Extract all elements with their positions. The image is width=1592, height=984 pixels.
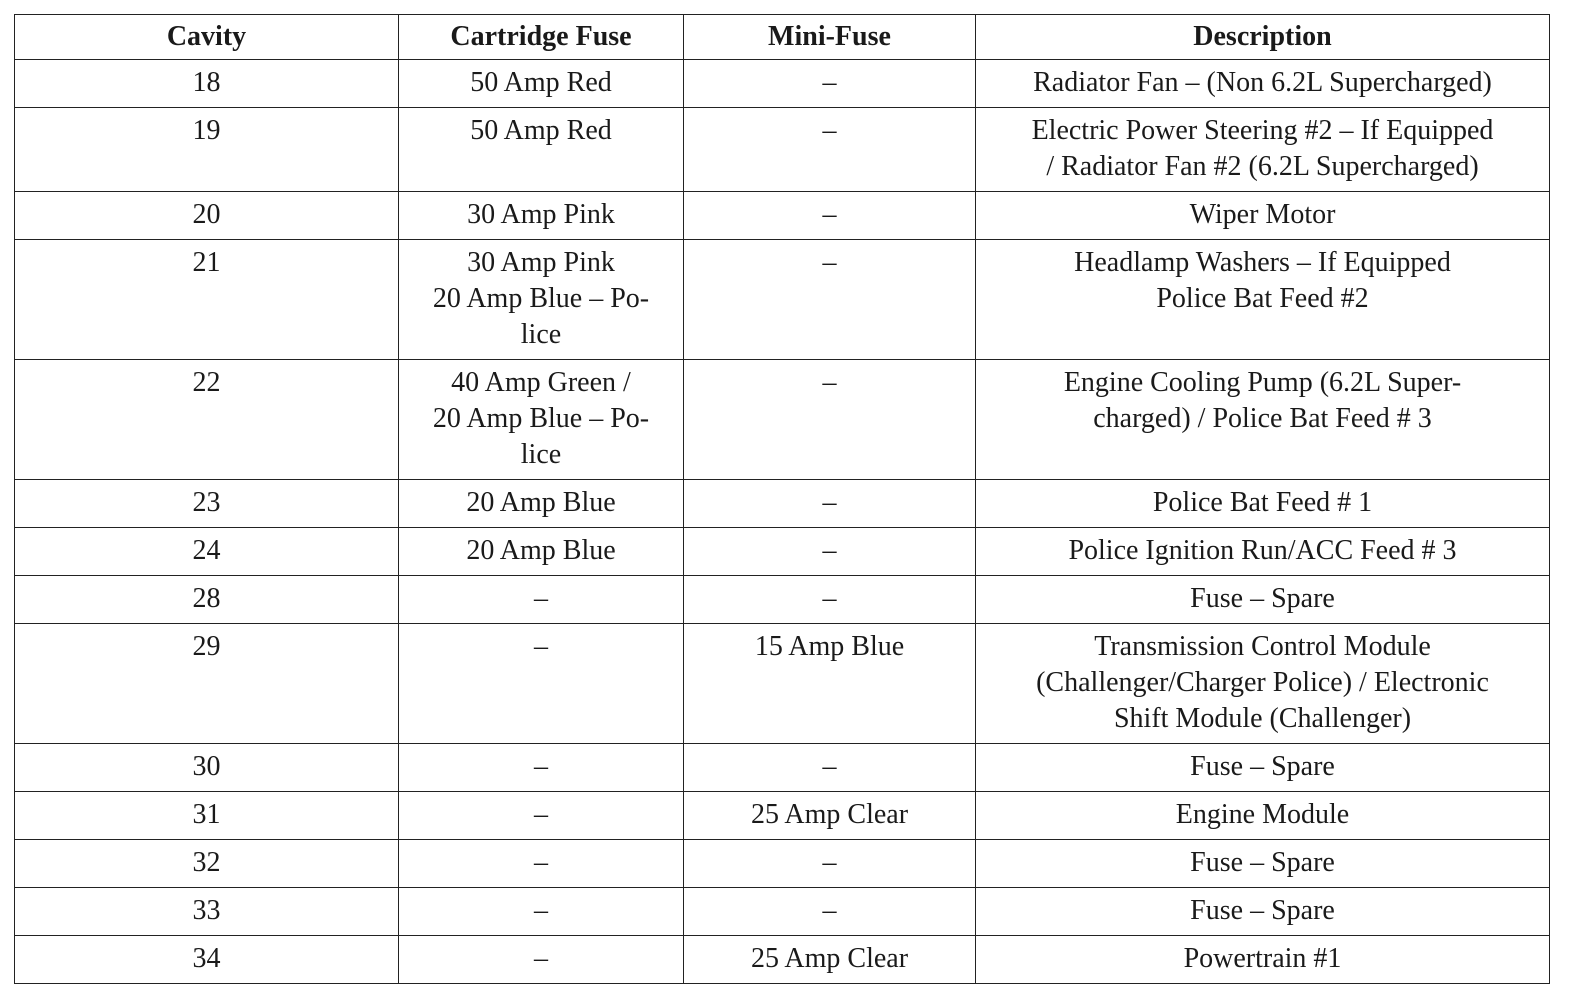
description-line: (Challenger/Charger Police) / Electronic bbox=[1036, 667, 1489, 698]
cartridge-fuse-cell bbox=[399, 240, 684, 360]
mini-fuse-cell: – bbox=[684, 576, 976, 624]
description-cell bbox=[976, 240, 1550, 360]
description-line: Engine Cooling Pump (6.2L Super- bbox=[1063, 367, 1462, 398]
description-cell bbox=[976, 480, 1550, 528]
cavity-cell: 23 bbox=[15, 480, 399, 528]
cavity-cell: 34 bbox=[15, 936, 399, 984]
table-row bbox=[15, 936, 1550, 984]
cartridge-fuse-line: 30 Amp Pink bbox=[467, 199, 615, 230]
mini-fuse-cell: – bbox=[684, 192, 976, 240]
cartridge-fuse-cell bbox=[399, 624, 684, 744]
table-row bbox=[15, 624, 1550, 744]
table-row bbox=[15, 480, 1550, 528]
description-line: Powertrain #1 bbox=[1183, 943, 1342, 974]
description-line: Police Bat Feed # 1 bbox=[1152, 487, 1373, 518]
table-row bbox=[15, 528, 1550, 576]
description-cell bbox=[976, 192, 1550, 240]
fuse-table bbox=[14, 14, 1550, 984]
cavity-cell: 24 bbox=[15, 528, 399, 576]
description-line: Transmission Control Module bbox=[1094, 631, 1431, 662]
header-description: Description bbox=[976, 15, 1550, 60]
cartridge-fuse-line: 40 Amp Green / bbox=[451, 367, 631, 398]
table-row bbox=[15, 192, 1550, 240]
cartridge-fuse-cell bbox=[399, 744, 684, 792]
cartridge-fuse-cell bbox=[399, 192, 684, 240]
table-row bbox=[15, 840, 1550, 888]
cavity-cell: 19 bbox=[15, 108, 399, 192]
cartridge-fuse-cell bbox=[399, 60, 684, 108]
cavity-cell: 18 bbox=[15, 60, 399, 108]
description-line: Radiator Fan – (Non 6.2L Supercharged) bbox=[1033, 67, 1492, 98]
cartridge-fuse-cell bbox=[399, 108, 684, 192]
mini-fuse-cell: 25 Amp Clear bbox=[684, 936, 976, 984]
table-row bbox=[15, 60, 1550, 108]
description-cell bbox=[976, 576, 1550, 624]
mini-fuse-cell: 15 Amp Blue bbox=[684, 624, 976, 744]
cartridge-fuse-line: 30 Amp Pink bbox=[467, 247, 615, 278]
cavity-cell: 28 bbox=[15, 576, 399, 624]
cavity-cell: 22 bbox=[15, 360, 399, 480]
cartridge-fuse-line: lice bbox=[520, 319, 562, 350]
cavity-cell: 32 bbox=[15, 840, 399, 888]
description-line: Shift Module (Challenger) bbox=[1113, 703, 1412, 734]
cartridge-fuse-line: – bbox=[534, 631, 548, 662]
cartridge-fuse-line: – bbox=[534, 943, 548, 974]
mini-fuse-cell: – bbox=[684, 744, 976, 792]
mini-fuse-cell: – bbox=[684, 60, 976, 108]
cartridge-fuse-line: 20 Amp Blue – Po- bbox=[432, 283, 650, 314]
cartridge-fuse-cell bbox=[399, 576, 684, 624]
cartridge-fuse-cell bbox=[399, 840, 684, 888]
cavity-cell: 31 bbox=[15, 792, 399, 840]
cartridge-fuse-line: 50 Amp Red bbox=[470, 67, 612, 98]
description-line: Police Ignition Run/ACC Feed # 3 bbox=[1068, 535, 1457, 566]
table-row bbox=[15, 360, 1550, 480]
cartridge-fuse-line: – bbox=[534, 847, 548, 878]
description-line: Wiper Motor bbox=[1189, 199, 1336, 230]
table-row bbox=[15, 744, 1550, 792]
header-cavity: Cavity bbox=[15, 15, 399, 60]
description-line: Electric Power Steering #2 – If Equipped bbox=[1031, 115, 1494, 146]
table-header bbox=[15, 15, 1550, 60]
header-row bbox=[15, 15, 1550, 60]
cartridge-fuse-line: 20 Amp Blue – Po- bbox=[432, 403, 650, 434]
cartridge-fuse-cell bbox=[399, 480, 684, 528]
mini-fuse-cell: – bbox=[684, 528, 976, 576]
mini-fuse-cell: – bbox=[684, 360, 976, 480]
description-cell bbox=[976, 360, 1550, 480]
description-line: charged) / Police Bat Feed # 3 bbox=[1093, 403, 1432, 434]
description-line: / Radiator Fan #2 (6.2L Supercharged) bbox=[1046, 151, 1479, 182]
cartridge-fuse-line: 50 Amp Red bbox=[470, 115, 612, 146]
table-row bbox=[15, 240, 1550, 360]
description-line: Police Bat Feed #2 bbox=[1156, 283, 1369, 314]
mini-fuse-cell: – bbox=[684, 840, 976, 888]
description-line: Fuse – Spare bbox=[1190, 751, 1335, 782]
description-cell bbox=[976, 792, 1550, 840]
description-line: Headlamp Washers – If Equipped bbox=[1074, 247, 1451, 278]
cartridge-fuse-cell bbox=[399, 528, 684, 576]
mini-fuse-cell: 25 Amp Clear bbox=[684, 792, 976, 840]
cartridge-fuse-cell bbox=[399, 792, 684, 840]
description-line: Engine Module bbox=[1175, 799, 1350, 830]
description-cell bbox=[976, 60, 1550, 108]
cartridge-fuse-line: lice bbox=[520, 439, 562, 470]
table-body bbox=[15, 60, 1550, 984]
header-cartridge-fuse: Cartridge Fuse bbox=[399, 15, 684, 60]
description-line: Fuse – Spare bbox=[1190, 895, 1335, 926]
mini-fuse-cell: – bbox=[684, 240, 976, 360]
description-line: Fuse – Spare bbox=[1190, 583, 1335, 614]
description-cell bbox=[976, 108, 1550, 192]
description-cell bbox=[976, 888, 1550, 936]
cartridge-fuse-line: 20 Amp Blue bbox=[466, 535, 616, 566]
cartridge-fuse-line: – bbox=[534, 751, 548, 782]
cartridge-fuse-line: – bbox=[534, 583, 548, 614]
mini-fuse-cell: – bbox=[684, 888, 976, 936]
cartridge-fuse-line: – bbox=[534, 799, 548, 830]
cartridge-fuse-line: 20 Amp Blue bbox=[466, 487, 616, 518]
description-cell bbox=[976, 624, 1550, 744]
description-line: Fuse – Spare bbox=[1190, 847, 1335, 878]
cartridge-fuse-cell bbox=[399, 936, 684, 984]
description-cell bbox=[976, 528, 1550, 576]
mini-fuse-cell: – bbox=[684, 108, 976, 192]
cartridge-fuse-cell bbox=[399, 888, 684, 936]
table-row bbox=[15, 888, 1550, 936]
mini-fuse-cell: – bbox=[684, 480, 976, 528]
cavity-cell: 33 bbox=[15, 888, 399, 936]
table-row bbox=[15, 792, 1550, 840]
description-cell bbox=[976, 936, 1550, 984]
cartridge-fuse-line: – bbox=[534, 895, 548, 926]
cavity-cell: 21 bbox=[15, 240, 399, 360]
description-cell bbox=[976, 744, 1550, 792]
header-mini-fuse: Mini-Fuse bbox=[684, 15, 976, 60]
table-row bbox=[15, 576, 1550, 624]
cartridge-fuse-cell bbox=[399, 360, 684, 480]
cavity-cell: 30 bbox=[15, 744, 399, 792]
table-row bbox=[15, 108, 1550, 192]
description-cell bbox=[976, 840, 1550, 888]
cavity-cell: 20 bbox=[15, 192, 399, 240]
cavity-cell: 29 bbox=[15, 624, 399, 744]
